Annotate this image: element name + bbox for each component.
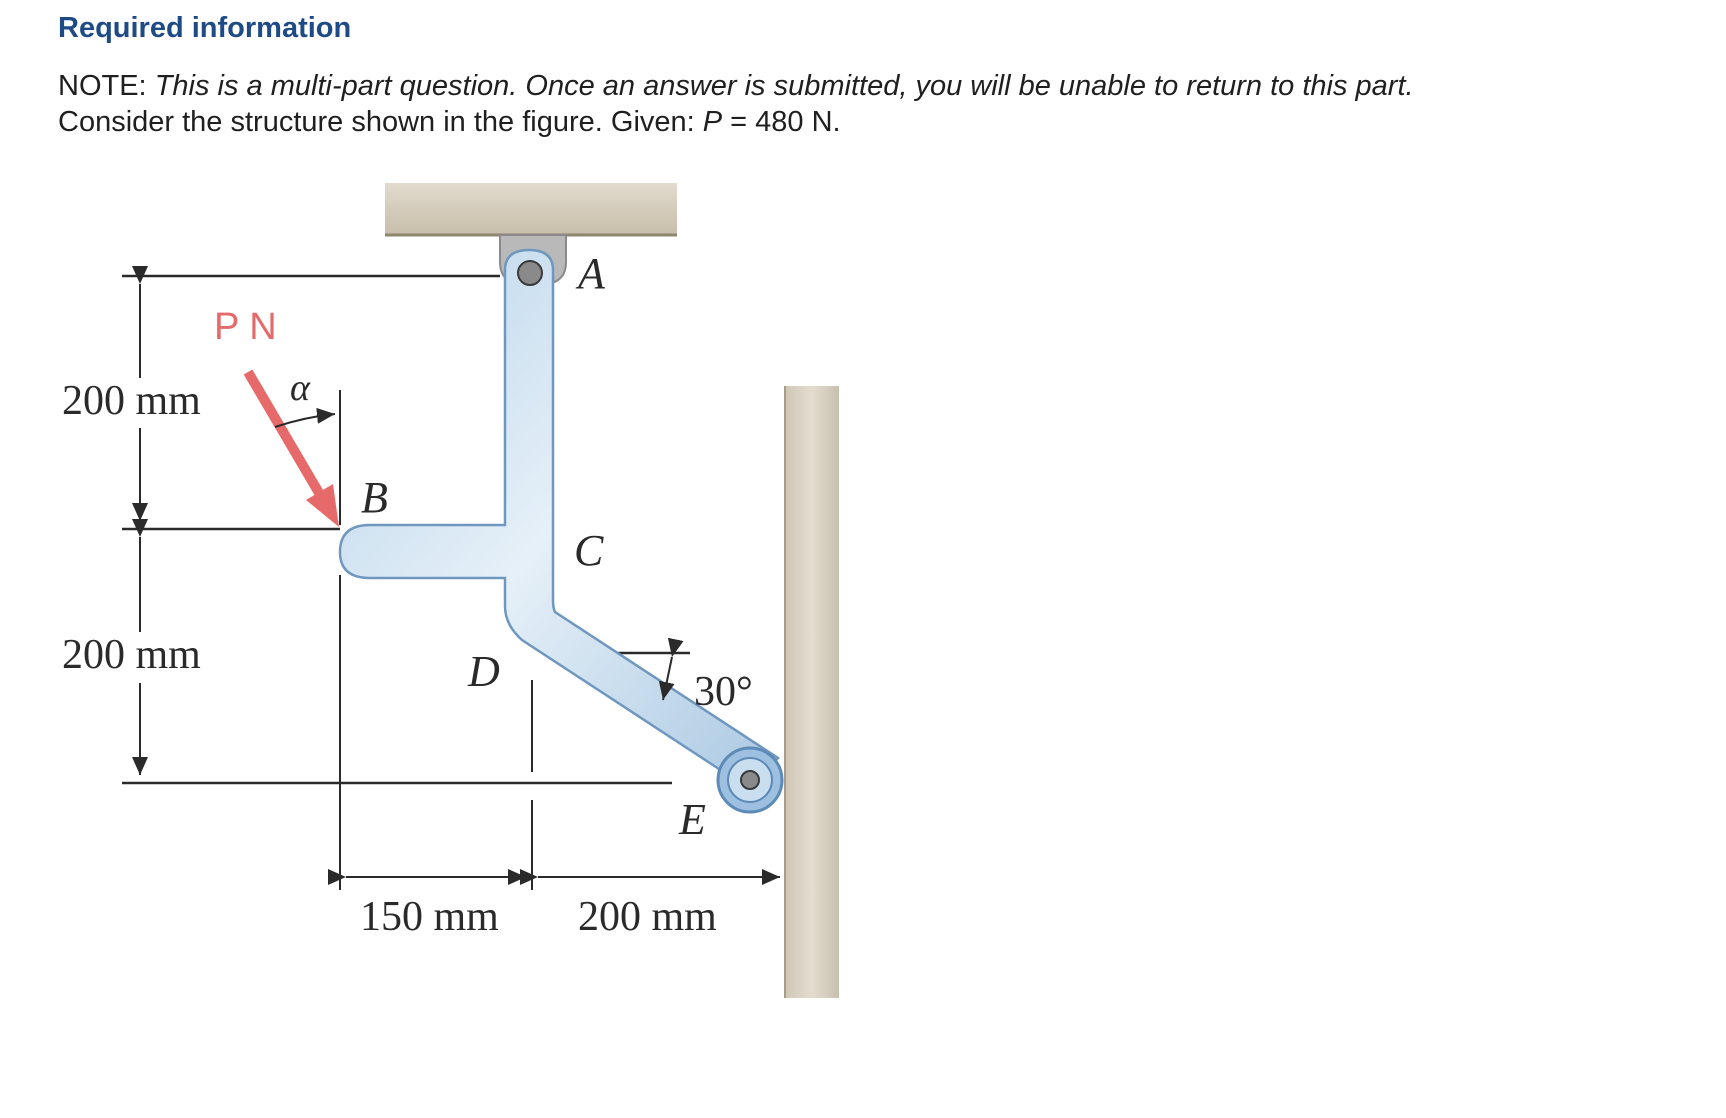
dim-bottom-left-label: 150 mm xyxy=(360,894,499,940)
ceiling-support xyxy=(385,183,677,235)
point-b-label: B xyxy=(361,473,388,522)
force-label: P N xyxy=(214,306,277,348)
pin-a xyxy=(518,261,542,285)
dim-left-bottom-label: 200 mm xyxy=(62,632,201,678)
dim-bottom-right-label: 200 mm xyxy=(578,894,717,940)
dim-left-top-label: 200 mm xyxy=(62,378,201,424)
required-information-heading: Required information xyxy=(58,12,352,44)
note-italic-text: This is a multi-part question. Once an answer is submitted, you will be unable to return to this part. xyxy=(154,70,1414,102)
given-variable: P xyxy=(702,106,723,138)
right-wall xyxy=(785,386,839,998)
given-text: Consider the structure shown in the figure. Given: xyxy=(58,106,703,138)
given-value: = 480 N. xyxy=(722,106,841,138)
alpha-label: α xyxy=(290,367,310,409)
point-c-label: C xyxy=(574,526,604,575)
point-a-label: A xyxy=(578,249,605,298)
point-e-label: E xyxy=(679,795,706,844)
note-prefix: NOTE: xyxy=(58,70,147,102)
pin-e xyxy=(741,771,759,789)
angle-30-label: 30° xyxy=(694,669,753,715)
alpha-angle-arc xyxy=(275,414,335,427)
force-arrow-shaft xyxy=(248,372,322,498)
force-arrow-head xyxy=(306,484,339,527)
point-d-label: D xyxy=(468,647,500,696)
